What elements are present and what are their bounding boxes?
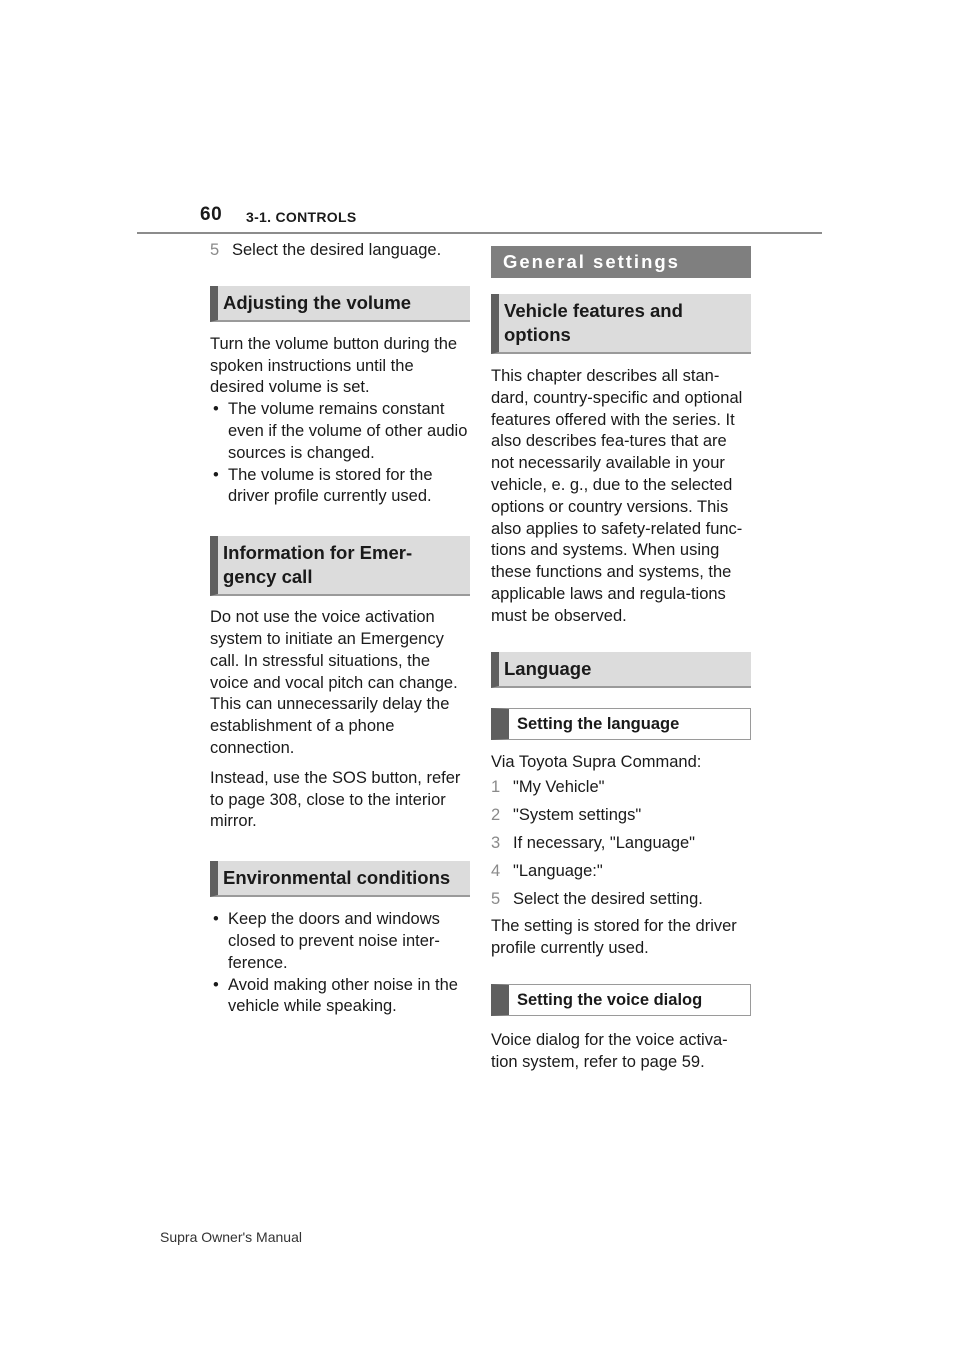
step-number: 2 — [491, 806, 501, 825]
step-text: "Language:" — [513, 861, 603, 880]
bullet-item — [210, 399, 470, 464]
section-heading-adjusting-volume: Adjusting the volume — [210, 286, 470, 322]
page-number: 60 — [200, 204, 223, 225]
section-heading-environmental-conditions: Environmental conditions — [210, 861, 470, 897]
step-item — [491, 777, 751, 799]
step-number: 4 — [491, 861, 501, 880]
bullet-icon: • — [213, 975, 219, 994]
step-item — [491, 861, 751, 883]
subsection-heading-voice-dialog: Setting the voice dialog — [491, 984, 751, 1016]
subsection-heading-setting-language: Setting the language — [491, 708, 751, 740]
step-item — [210, 240, 470, 262]
paragraph: The setting is stored for the driver profile currently used. — [491, 917, 737, 958]
paragraph: Via Toyota Supra Command: — [491, 752, 702, 771]
bullet-text: Keep the doors and windows closed to prevent noise inter-ference. — [228, 910, 440, 972]
step-item — [491, 833, 751, 855]
bullet-icon: • — [213, 910, 219, 929]
paragraph: Voice dialog for the voice activa-tion system, refer to page 59. — [491, 1030, 728, 1071]
footer-manual-title: Supra Owner's Manual — [160, 1229, 302, 1245]
paragraph: Do not use the voice activation system to initiate an Emergency call. In stressful situations, the voice and vocal pitch can change. This can unnecessarily delay the establishment of a phone connection. — [210, 608, 458, 757]
paragraph: Turn the volume button during the spoken instructions until the desired volume is set. — [210, 334, 458, 397]
bullet-icon: • — [213, 400, 219, 419]
step-number: 3 — [491, 833, 501, 852]
chapter-title: 3-1. CONTROLS — [246, 209, 357, 225]
step-text: Select the desired setting. — [513, 889, 703, 908]
bullet-text: The volume remains constant even if the volume of other audio sources is changed. — [228, 400, 468, 462]
section-heading-emergency-call: Information for Emer-gency call — [210, 536, 470, 596]
section-heading-vehicle-features: Vehicle features and options — [491, 294, 751, 354]
bullet-item — [210, 465, 470, 509]
step-text: Select the desired language. — [232, 241, 442, 259]
step-text: "My Vehicle" — [513, 778, 605, 797]
step-text: "System settings" — [513, 806, 642, 825]
bullet-text: The volume is stored for the driver profile currently used. — [228, 465, 433, 506]
bullet-text: Avoid making other noise in the vehicle while speaking. — [228, 975, 458, 1016]
bullet-item — [210, 975, 470, 1019]
chapter-heading-general-settings: General settings — [491, 246, 751, 278]
bullet-icon: • — [213, 465, 219, 484]
left-column — [210, 240, 470, 1018]
bullet-item — [210, 909, 470, 974]
step-number: 1 — [491, 778, 501, 797]
step-number: 5 — [491, 889, 501, 908]
paragraph: Instead, use the SOS button, refer to page 308, close to the interior mirror. — [210, 768, 461, 831]
step-item — [491, 889, 751, 911]
header-rule — [137, 232, 822, 234]
right-column — [491, 246, 751, 1082]
step-item — [491, 805, 751, 827]
step-text: If necessary, "Language" — [513, 833, 696, 852]
step-number: 5 — [210, 241, 220, 259]
section-heading-language: Language — [491, 652, 751, 688]
paragraph: This chapter describes all stan-dard, country-specific and optional features offered with the series. It also describes fea-tures that are not necessarily available in your vehicle, e. g., due to the selected options or country versions. This also applies to safety-related func-tions and systems. When using these functions and systems, the applicable laws and regula-tions must be observed. — [491, 367, 743, 625]
